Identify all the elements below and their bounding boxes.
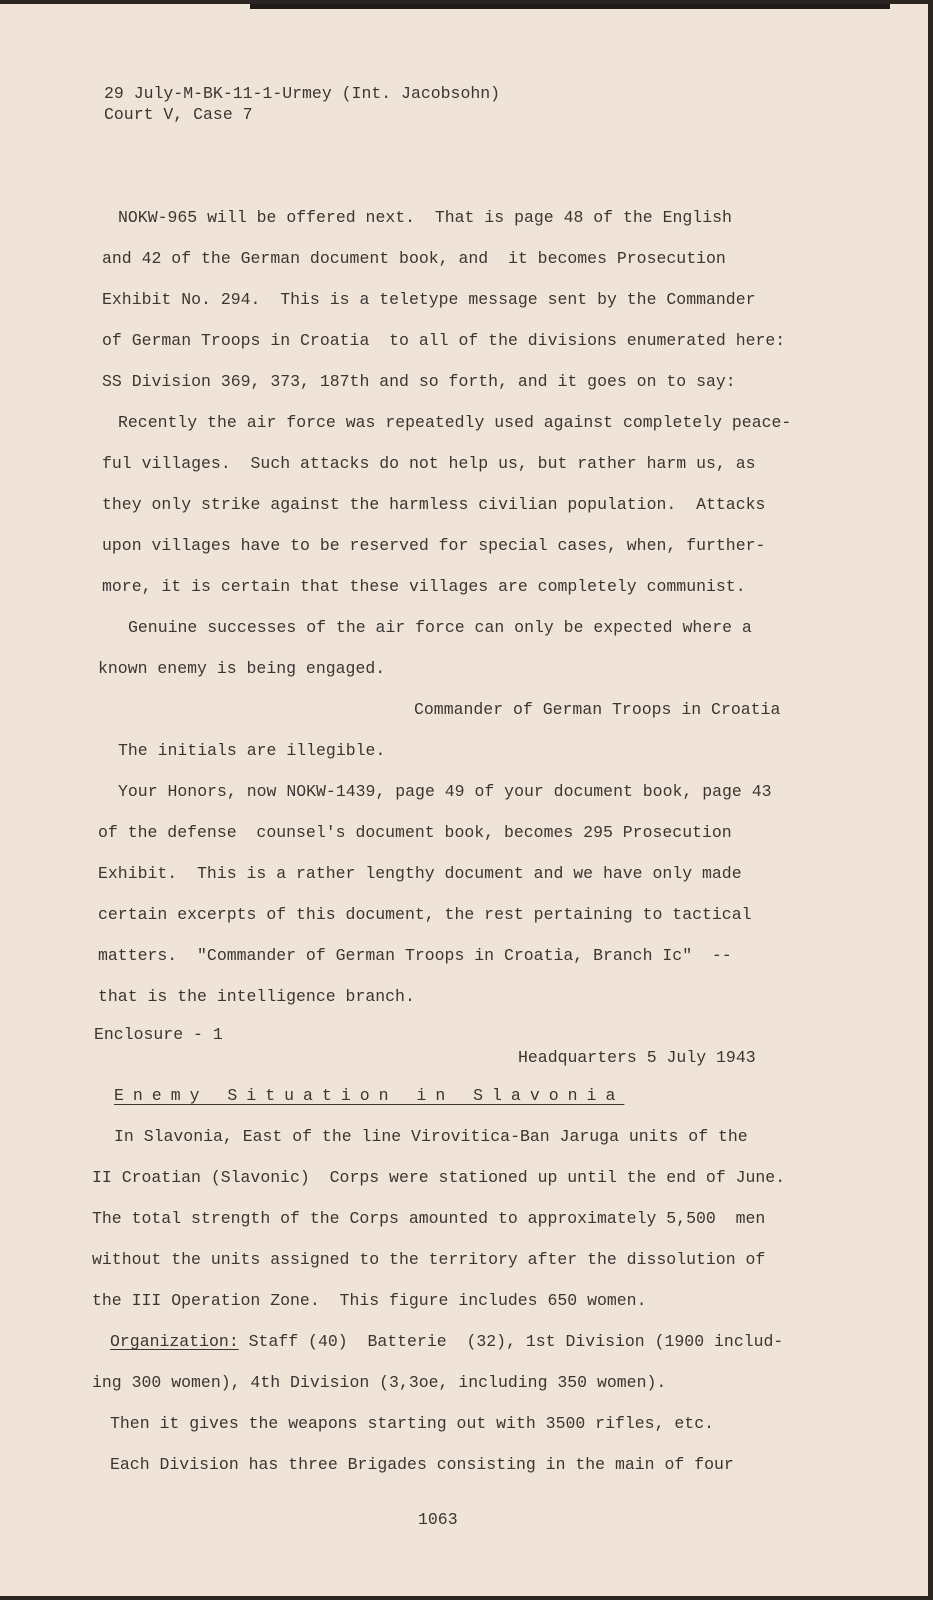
- page-number: 1063: [418, 1510, 458, 1529]
- enclosure-label: Enclosure - 1: [94, 1025, 223, 1044]
- paragraph-line: Your Honors, now NOKW-1439, page 49 of your document book, page 43: [118, 782, 772, 801]
- paragraph-line: Recently the air force was repeatedly used against completely peace-: [118, 413, 792, 432]
- organization-label: Organization:: [110, 1332, 239, 1351]
- section-heading: Enemy Situation in Slavonia: [114, 1086, 625, 1105]
- paragraph-line: they only strike against the harmless civilian population. Attacks: [102, 495, 766, 514]
- paragraph-line: SS Division 369, 373, 187th and so forth, and it goes on to say:: [102, 372, 736, 391]
- paragraph-line: Then it gives the weapons starting out with 3500 rifles, etc.: [110, 1414, 714, 1433]
- header-line-2: Court V, Case 7: [104, 105, 253, 124]
- paragraph-line: known enemy is being engaged.: [98, 659, 386, 678]
- paragraph-line: and 42 of the German document book, and it becomes Prosecution: [102, 249, 726, 268]
- paragraph-line: II Croatian (Slavonic) Corps were stationed up until the end of June.: [92, 1168, 786, 1187]
- header-line-1: 29 July-M-BK-11-1-Urmey (Int. Jacobsohn): [104, 84, 501, 103]
- initials-note: The initials are illegible.: [118, 741, 386, 760]
- headquarters-date: Headquarters 5 July 1943: [518, 1048, 756, 1067]
- paragraph-line: certain excerpts of this document, the rest pertaining to tactical: [98, 905, 752, 924]
- signature-line: Commander of German Troops in Croatia: [414, 700, 781, 719]
- paragraph-line: without the units assigned to the territory after the dissolution of: [92, 1250, 766, 1269]
- paragraph-line: more, it is certain that these villages are completely communist.: [102, 577, 746, 596]
- paragraph-line: that is the intelligence branch.: [98, 987, 415, 1006]
- paragraph-line: upon villages have to be reserved for special cases, when, further-: [102, 536, 766, 555]
- scan-edge: [250, 4, 890, 9]
- paragraph-line: Exhibit. This is a rather lengthy document and we have only made: [98, 864, 742, 883]
- paragraph-line: NOKW-965 will be offered next. That is page 48 of the English: [118, 208, 732, 227]
- paragraph-line: matters. "Commander of German Troops in Croatia, Branch Ic" --: [98, 946, 732, 965]
- document-page: [0, 4, 928, 1596]
- paragraph-line: Each Division has three Brigades consisting in the main of four: [110, 1455, 734, 1474]
- organization-text: Staff (40) Batterie (32), 1st Division (1900 includ-: [238, 1332, 784, 1351]
- paragraph-line: Genuine successes of the air force can only be expected where a: [128, 618, 752, 637]
- paragraph-line: Exhibit No. 294. This is a teletype message sent by the Commander: [102, 290, 756, 309]
- organization-line: [110, 1332, 783, 1352]
- paragraph-line: the III Operation Zone. This figure includes 650 women.: [92, 1291, 647, 1310]
- paragraph-line: The total strength of the Corps amounted to approximately 5,500 men: [92, 1209, 766, 1228]
- paragraph-line: ful villages. Such attacks do not help us, but rather harm us, as: [102, 454, 756, 473]
- paragraph-line: In Slavonia, East of the line Virovitica-Ban Jaruga units of the: [114, 1127, 748, 1146]
- paragraph-line: of the defense counsel's document book, becomes 295 Prosecution: [98, 823, 732, 842]
- paragraph-line: of German Troops in Croatia to all of the divisions enumerated here:: [102, 331, 786, 350]
- paragraph-line: ing 300 women), 4th Division (3,3oe, including 350 women).: [92, 1373, 667, 1392]
